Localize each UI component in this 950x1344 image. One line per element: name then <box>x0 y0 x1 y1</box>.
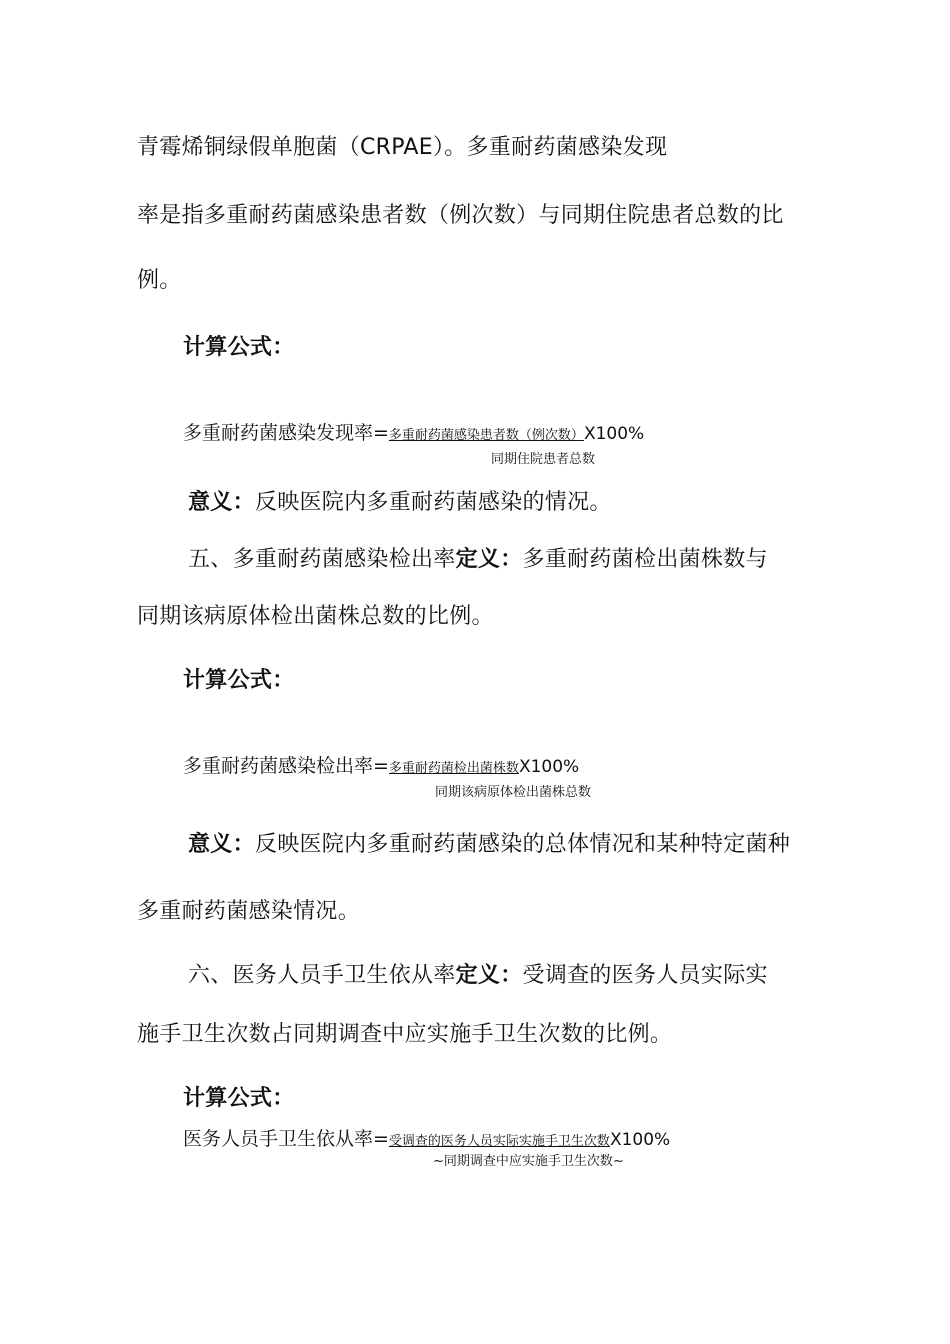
formula-3 <box>183 1126 670 1155</box>
section-5-heading: 五、多重耐药菌感染检出率 <box>188 547 456 572</box>
formula-label-2: 计算公式： <box>183 668 295 693</box>
formula-3-numerator: 受调查的医务人员实际实施手卫生次数 <box>388 1134 610 1149</box>
formula-1-multiplier: X100% <box>583 424 645 444</box>
meaning-2-line-1 <box>188 830 790 860</box>
formula-2 <box>183 753 579 782</box>
section-6-heading: 六、医务人员手卫生依从率 <box>188 963 456 988</box>
section-6-def-label: 定义： <box>455 963 523 988</box>
meaning-2-text: 反映医院内多重耐药菌感染的总体情况和某种特定菌种 <box>254 832 791 857</box>
section-6-line-1 <box>188 961 768 991</box>
formula-1-denominator: 同期住院患者总数 <box>491 452 596 467</box>
formula-label-3: 计算公式： <box>183 1086 295 1111</box>
formula-2-denominator: 同期该病原体检出菌株总数 <box>435 785 592 800</box>
section-6-line-2: 施手卫生次数占同期调查中应实施手卫生次数的比例。 <box>137 1022 673 1047</box>
formula-1-lhs: 多重耐药菌感染发现率= <box>183 422 389 444</box>
formula-1 <box>183 420 644 449</box>
formula-label-1: 计算公式： <box>183 335 295 360</box>
formula-3-lhs: 医务人员手卫生依从率= <box>183 1128 389 1150</box>
paragraph-line-2: 率是指多重耐药菌感染患者数（例次数）与同期住院患者总数的比 <box>137 203 784 228</box>
formula-3-denominator: ~同期调查中应实施手卫生次数~ <box>433 1154 624 1169</box>
formula-2-numerator: 多重耐药菌检出菌株数 <box>388 761 519 776</box>
meaning-2-line-2: 多重耐药菌感染情况。 <box>137 899 361 924</box>
section-5-def-text: 多重耐药菌检出菌株数与 <box>522 547 768 572</box>
paragraph-line-1: 青霉烯铜绿假单胞菌（CRPAE）。多重耐药菌感染发现 <box>137 135 668 160</box>
formula-1-numerator: 多重耐药菌感染患者数（例次数） <box>388 428 584 443</box>
section-5-line-1 <box>188 545 768 575</box>
meaning-2-label: 意义： <box>188 832 255 857</box>
meaning-1 <box>188 488 612 518</box>
formula-2-multiplier: X100% <box>518 757 580 777</box>
section-6-def-text: 受调查的医务人员实际实 <box>522 963 768 988</box>
section-5-line-2: 同期该病原体检出菌株总数的比例。 <box>137 604 494 629</box>
meaning-1-text: 反映医院内多重耐药菌感染的情况。 <box>254 490 612 515</box>
paragraph-line-3: 例。 <box>137 268 182 293</box>
formula-2-lhs: 多重耐药菌感染检出率= <box>183 755 389 777</box>
section-5-def-label: 定义： <box>455 547 523 572</box>
formula-3-multiplier: X100% <box>609 1130 671 1150</box>
meaning-1-label: 意义： <box>188 490 255 515</box>
